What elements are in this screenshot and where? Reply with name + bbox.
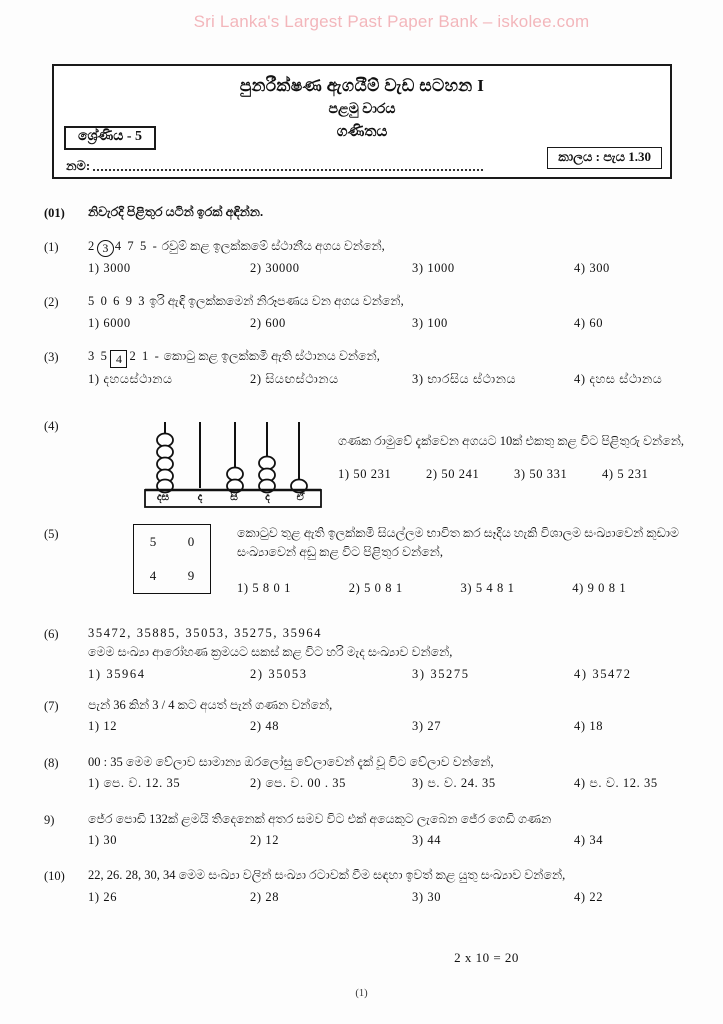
- question-stem: [88, 237, 684, 257]
- header-box: [52, 64, 672, 179]
- abacus-label-4: ද: [265, 491, 270, 503]
- stem-digits-pre: 2: [88, 239, 96, 253]
- option-2[interactable]: 2) පෙ. ව. 00 . 35: [250, 776, 346, 791]
- abacus-labels: [143, 490, 323, 506]
- question-stem: පැන් 36 කින් 3 / 4 කට අයත් පැන් ගණන වන්නේ,: [88, 698, 333, 713]
- option-1[interactable]: 1) 6000: [88, 315, 131, 330]
- options-row: [88, 370, 684, 389]
- stem-digits-post: 2 1 -: [129, 349, 161, 364]
- boxed-digit: 4: [110, 350, 127, 368]
- box-digit-1: 5: [149, 533, 157, 549]
- name-field-row: [66, 158, 483, 174]
- option-4[interactable]: 4) 18: [574, 719, 604, 734]
- question-number: (10): [44, 869, 65, 884]
- question-number: (6): [44, 626, 59, 641]
- question-7: [44, 696, 684, 737]
- box-digit-3: 4: [149, 567, 157, 583]
- option-2[interactable]: 2) 30000: [250, 261, 300, 275]
- stem-digits-post: 4 7 5 -: [114, 239, 159, 253]
- question-stem: මෙම සංඛ්‍යා ආරෝහණ ක්‍රමයට සකස් කළ විට හරි මැද සංඛ්‍යාව වන්නේ,: [88, 645, 453, 660]
- option-3[interactable]: 3) 27: [412, 719, 442, 734]
- option-2[interactable]: 2) සියඟස්ථානය: [250, 372, 339, 387]
- question-stem: ගණක රාමුවේ දැක්වෙන අගයට 10ක් එකතු කළ විට පිළිතුරු වන්නේ,: [338, 433, 684, 448]
- option-4[interactable]: 4) 60: [574, 315, 604, 330]
- question-1: [44, 237, 684, 278]
- option-4[interactable]: 4) 5 231: [602, 466, 649, 481]
- options-row: [237, 579, 684, 598]
- question-stem: කොටුව තුළ ඇති ඉලක්කමි සියල්ලම භාවිත කර සෑදිය හැකි විශාලම සංඛ්‍යාවෙන් කුඩාම සංඛ්‍යාවෙන් අඩු කළ විට පිළිතුර වන්නේ,: [237, 525, 679, 560]
- question-number: (7): [44, 699, 59, 714]
- options-row: [88, 717, 684, 736]
- instruction-row: [44, 205, 684, 221]
- question-stem: [88, 292, 684, 311]
- option-2[interactable]: 2) 48: [250, 719, 280, 734]
- option-1[interactable]: 1) 26: [88, 889, 118, 904]
- option-1[interactable]: 1) 3000: [88, 261, 131, 275]
- option-1[interactable]: 1) දහයස්ථානය: [88, 372, 173, 387]
- options-row: [88, 888, 684, 907]
- abacus-label-5: ඒ: [296, 491, 305, 503]
- option-1[interactable]: 1) පෙ. ව. 12. 35: [88, 776, 181, 791]
- abacus-label-2: ද: [197, 491, 203, 503]
- instruction-number: (01): [44, 206, 65, 220]
- question-3: [44, 347, 684, 389]
- option-3[interactable]: 3) 50 331: [514, 466, 568, 481]
- question-number: (1): [44, 240, 59, 254]
- question-number: (8): [44, 755, 59, 770]
- question-9: [44, 810, 684, 851]
- option-2[interactable]: 2) 28: [250, 889, 280, 904]
- option-3[interactable]: 3) 44: [412, 832, 442, 847]
- subject-label: ගණිතය: [336, 124, 388, 140]
- name-input-line[interactable]: [93, 168, 483, 171]
- question-8: [44, 753, 684, 794]
- page-title: පුනරීක්ෂණ ඇගයීම් වැඩ සටහන I: [239, 76, 485, 95]
- question-number: (2): [44, 295, 59, 310]
- box-digit-4: 9: [187, 567, 195, 583]
- options-row: [88, 831, 684, 850]
- options-row: [88, 259, 684, 278]
- option-4[interactable]: 4) 300: [574, 261, 610, 275]
- stem-text: ඉරි ඇඳි ඉලක්කමෙන් නිරූපණය වන අගය වන්නේ,: [149, 294, 404, 309]
- stem-digits: 5 0 6 9 3: [88, 294, 147, 309]
- option-3[interactable]: 3) 1000: [412, 261, 455, 275]
- option-1[interactable]: 1) 5 8 0 1: [237, 580, 291, 595]
- option-1[interactable]: 1) 35964: [88, 666, 146, 681]
- abacus-label-1: දස: [156, 491, 170, 503]
- question-stem: 22, 26. 28, 30, 34 මෙම සංඛ්‍යා වලින් සංඛ්‍යා රටාවක් වීම සඳහා ඉවත් කළ යුතු සංඛ්‍යාව වන්නේ,: [88, 868, 566, 883]
- options-row: [88, 774, 684, 793]
- total-marks: 2 x 10 = 20: [454, 950, 519, 965]
- stem-text: කොටු කළ ඉලක්කමි ඇති ස්ථානය වන්නේ,: [163, 349, 380, 364]
- question-stem: [88, 347, 684, 368]
- watermark-text: Sri Lanka's Largest Past Paper Bank – iskolee.com: [193, 12, 590, 31]
- option-4[interactable]: 4) 22: [574, 889, 604, 904]
- options-row: [88, 314, 684, 333]
- option-3[interactable]: 3) භාරසිය ස්ථානය: [412, 372, 517, 387]
- option-1[interactable]: 1) 30: [88, 832, 118, 847]
- option-1[interactable]: 1) 12: [88, 719, 118, 734]
- question-number: 9): [44, 812, 55, 827]
- option-3[interactable]: 3) 5 4 8 1: [460, 580, 515, 595]
- question-number: (4): [44, 418, 59, 433]
- option-3[interactable]: 3) 35275: [412, 666, 470, 681]
- number-series: 35472, 35885, 35053, 35275, 35964: [88, 625, 323, 640]
- option-2[interactable]: 2) 35053: [250, 666, 308, 681]
- abacus-diagram: [88, 416, 338, 506]
- options-row: [88, 665, 684, 684]
- option-4[interactable]: 4) 35472: [574, 666, 632, 681]
- question-stem: ජේර පොඩි 132ක් ළමයි තිදෙනෙක් අතර සමව විට එක් අයෙකුට ලැබෙන ජේර ගෙඩි ගණන: [88, 811, 552, 826]
- question-4: [44, 416, 684, 506]
- question-6: [44, 624, 684, 684]
- questions-container: [44, 205, 684, 916]
- name-label: නම:: [66, 158, 91, 173]
- option-3[interactable]: 3) 30: [412, 889, 442, 904]
- question-number: (3): [44, 350, 59, 365]
- option-2[interactable]: 2) 600: [250, 315, 286, 330]
- option-4[interactable]: 4) 34: [574, 832, 604, 847]
- time-box: කාලය : පැය 1.30: [547, 147, 662, 169]
- page-number: (1): [355, 988, 368, 999]
- stem-digits-pre: 3 5: [88, 349, 109, 364]
- term-label: පළමු වාරය: [328, 102, 396, 117]
- question-number: (5): [44, 526, 59, 541]
- option-4[interactable]: 4) දහස ස්ථානය: [574, 372, 663, 387]
- question-2: [44, 292, 684, 333]
- option-3[interactable]: 3) 100: [412, 315, 448, 330]
- box-digit-2: 0: [187, 533, 195, 549]
- question-10: [44, 866, 684, 907]
- option-2[interactable]: 2) 12: [250, 832, 280, 847]
- digit-box: [133, 524, 211, 594]
- circled-digit: 3: [97, 240, 114, 257]
- question-5: [44, 524, 684, 598]
- option-2[interactable]: 2) 5 0 8 1: [348, 580, 403, 595]
- option-2[interactable]: 2) 50 241: [426, 466, 480, 481]
- option-1[interactable]: 1) 50 231: [338, 466, 392, 481]
- instruction-text: නිවැරදි පිළිතුර යටින් ඉරක් අඳින්න.: [88, 205, 264, 219]
- grade-box: ශ්‍රේණිය - 5: [64, 126, 156, 150]
- option-3[interactable]: 3) ප. ව. 24. 35: [412, 776, 496, 791]
- abacus-label-3: සි: [230, 491, 238, 503]
- question-stem: 00 : 35 මෙම වේලාව සාමාන්‍ය ඔරලෝසු වේලාවෙන් දැක් වූ විට වේලාව වන්නේ,: [88, 754, 494, 769]
- options-row: [338, 465, 690, 484]
- option-4[interactable]: 4) 9 0 8 1: [572, 580, 627, 595]
- option-4[interactable]: 4) ප. ව. 12. 35: [574, 776, 658, 791]
- stem-text: රවුම් කළ ඉලක්කමේ ස්ථානීය අගය වන්නේ,: [161, 239, 385, 253]
